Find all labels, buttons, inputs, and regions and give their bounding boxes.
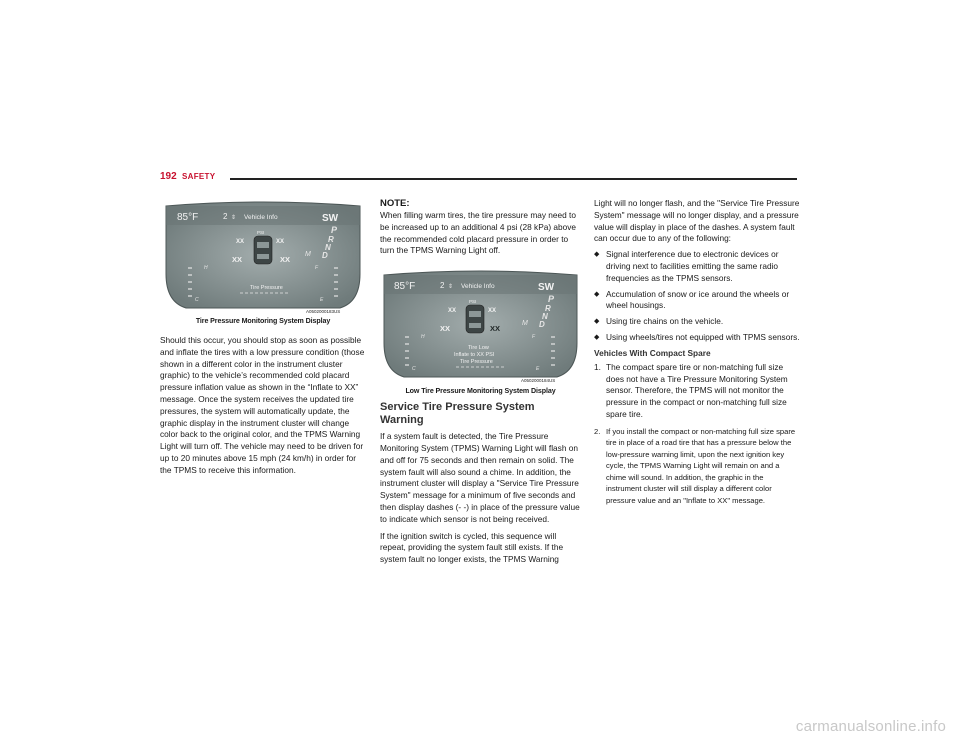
compass-heading: SW: [538, 282, 555, 294]
body-paragraph: Should this occur, you should stop as soon as possible and inflate the tires with a low pressure condition (those shown in a different color in the instrument cluster graphic) to the vehicle’s recommended cold placard pressure inflation value as shown in the “Inflate to XX” message. Once the system receives the updated tire pressures, the system will automatically update, the graphic display in the instrument cluster will change color back to the original color, and the TPMS Warning Light will turn off. The vehicle may need to be driven for up to 20 minutes above 15 mph (24 km/h) in order for the TPMS to receive this information.: [160, 335, 365, 475]
gear-m: M: [305, 251, 311, 258]
list-item: ◆ Accumulation of snow or ice around the wheels or wheel housings.: [594, 288, 790, 311]
list-item: ◆ Using wheels/tires not equipped with TPMS sensors.: [594, 331, 800, 342]
arrows-icon: ⇕: [448, 284, 454, 291]
temp-reading: 85°F: [394, 281, 416, 293]
low-tpms-display-figure: [380, 269, 581, 385]
fuel-gauge-e: E: [536, 366, 540, 373]
inflate-line: Inflate to XX PSI: [454, 352, 495, 359]
fuel-gauge-e: E: [320, 297, 324, 303]
figure-id: A0502000184US: [521, 378, 556, 384]
column-1: [160, 198, 366, 477]
tire-low-line: Tire Low: [468, 345, 489, 352]
list-item: 1. The compact spare tire or non-matching full size does not have a Tire Pressure Monitoring System sensor. Therefore, the TPMS will not monitor the pressure in the compact or non-matching full size spare tire.: [594, 361, 788, 419]
service-paragraph-2: If the ignition switch is cycled, this sequence will repeat, providing the system fault still exists. If the system fault no longer exists, the TPMS Warning: [380, 530, 564, 565]
temp-gauge-c: C: [412, 366, 416, 373]
tire-pressure-label: Tire Pressure: [250, 285, 283, 291]
figure-id: A0502000183US: [306, 309, 341, 314]
note-text: When filling warm tires, the tire pressure may need to be increased up to an additional 4 psi (28 kPa) above the recommended cold placard pressure in order to turn the TPMS Warning Light off.: [380, 210, 577, 256]
tire-front-right: XX: [276, 239, 285, 245]
temp-gauge-c: C: [195, 297, 199, 303]
list-item: ◆ Signal interference due to electronic devices or driving next to facilities emitting the same radio frequencies as the TPMS sensors.: [594, 249, 779, 283]
page-header: [160, 170, 800, 186]
column-2: [380, 198, 581, 566]
header-rule: [230, 178, 797, 180]
bullet-icon: ◆: [594, 290, 600, 298]
fuel-gauge-f: F: [532, 334, 536, 341]
tire-rear-left: XX: [440, 324, 451, 334]
compass-heading: SW: [322, 213, 339, 224]
note-label: NOTE:: [380, 198, 410, 209]
fuel-gauge-f: F: [315, 265, 319, 271]
arrows-icon: ⇕: [231, 215, 237, 221]
gear-digit: 2: [440, 281, 445, 291]
subsection-heading: Vehicles With Compact Spare: [594, 347, 711, 358]
tpms-display-figure: [160, 198, 366, 315]
list-item: 2. If you install the compact or non-matching full size spare tire in place of a road tire that has a pressure below the low-pressure warning limit, upon the next ignition key cycle, the TPMS Warning Light will remain on and a chime will sound. In addition, the graphic in the instrument cluster will still display a different color pressure value and an "Inflate to XX" message.: [594, 426, 796, 505]
tire-rear-left: XX: [232, 255, 243, 264]
gear-m: M: [522, 320, 528, 328]
temp-gauge-h: H: [204, 265, 208, 271]
tire-front-right: XX: [488, 308, 497, 315]
tire-rear-right-low: XX: [490, 324, 501, 334]
gear-digit: 2: [223, 212, 228, 221]
vehicle-info-title: Vehicle Info: [461, 283, 495, 291]
figure-caption: Tire Pressure Monitoring System Display: [195, 317, 331, 325]
tire-pressure-label: Tire Pressure: [460, 359, 493, 366]
tire-front-left: XX: [448, 308, 457, 315]
spare-steps-list: [594, 362, 800, 506]
gear-n: N: [325, 243, 331, 252]
tire-rear-right: XX: [280, 255, 291, 264]
gear-n: N: [542, 312, 548, 322]
section-title: SAFETY: [182, 172, 216, 181]
page-footer: [0, 716, 960, 742]
gear-d: D: [322, 251, 328, 260]
car-top-view-icon: [254, 236, 272, 264]
figure-caption: Low Tire Pressure Monitoring System Display: [405, 387, 556, 396]
bullet-icon: ◆: [594, 333, 600, 341]
bullet-icon: ◆: [594, 251, 600, 259]
gear-r: R: [545, 304, 551, 314]
fault-cause-list: [594, 249, 800, 344]
bullet-icon: ◆: [594, 318, 600, 326]
watermark: carmanualsonline.info: [795, 718, 946, 735]
service-paragraph-3: Light will no longer flash, and the "Service Tire Pressure System" message will no longer display, and a pressure value will display in place of the dashes. A system fault can occur due to any of the following:: [594, 198, 800, 244]
section-heading: Service Tire Pressure System Warning: [380, 401, 535, 427]
tire-front-left: XX: [236, 239, 245, 245]
gear-p: P: [548, 294, 555, 305]
gear-d: D: [539, 320, 545, 330]
psi-label: PSI: [257, 230, 265, 235]
psi-label: PSI: [469, 299, 477, 305]
list-item: ◆ Using tire chains on the vehicle.: [594, 316, 724, 327]
car-top-view-icon: [466, 305, 484, 333]
service-paragraph-1: If a system fault is detected, the Tire Pressure Monitoring System (TPMS) Warning Light will flash on and off for 75 seconds and then remain on solid. The system fault will also sound a chime. In addition, the instrument cluster will display a "Service Tire Pressure System" message for a minimum of five seconds and then display dashes (- -) in place of the pressure value to indicate which sensor is not being received.: [380, 431, 580, 524]
gear-r: R: [328, 235, 334, 244]
page-number: 192: [160, 171, 177, 182]
temp-gauge-h: H: [421, 334, 425, 341]
temp-reading: 85°F: [177, 212, 199, 223]
gear-p: P: [331, 225, 338, 235]
column-3: [594, 198, 800, 511]
vehicle-info-title: Vehicle Info: [244, 214, 278, 221]
